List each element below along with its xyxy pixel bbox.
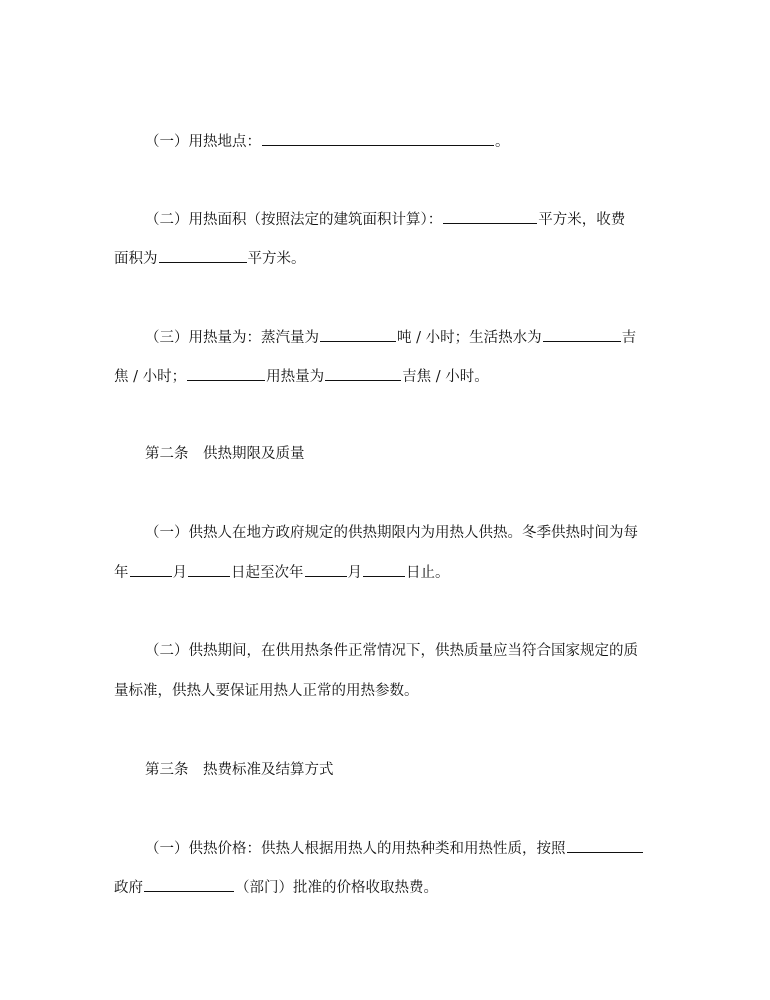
fill-blank-start-day[interactable] xyxy=(188,562,230,577)
item-heat-location-label: （一）用热地点： xyxy=(145,134,261,150)
item-billing-area-label: 面积为 xyxy=(114,251,158,267)
article-3-item-1-line1 xyxy=(0,838,770,859)
fill-blank-end-day[interactable] xyxy=(363,562,405,577)
fill-blank-billing-area[interactable] xyxy=(159,248,247,263)
article-2-heading: 第二条 供热期限及质量 xyxy=(145,446,305,462)
item-heat-area-label: （二）用热面积（按照法定的建筑面积计算）： xyxy=(145,212,443,228)
article-2-item-2-line1: （二）供热期间，在供用热条件正常情况下，供热质量应当符合国家规定的质 xyxy=(145,643,638,659)
item-heat-area-line1 xyxy=(0,209,770,230)
date-end-label: 日止。 xyxy=(406,565,450,581)
fill-blank-heat-location[interactable] xyxy=(262,131,494,146)
item-heat-area-line2 xyxy=(0,248,770,269)
item-heat-quantity-line1 xyxy=(0,327,770,348)
fill-blank-heat-type[interactable] xyxy=(187,366,265,381)
article-3-heading: 第三条 热费标准及结算方式 xyxy=(145,762,334,778)
item-heat-usage-unit: 吉焦 / 小时。 xyxy=(402,369,489,385)
item-steam-unit: 吨 / 小时；生活热水为 xyxy=(397,330,542,346)
date-month2-label: 月 xyxy=(347,565,362,581)
fill-blank-start-month[interactable] xyxy=(130,562,172,577)
item-heat-quantity-line2 xyxy=(0,366,770,387)
price-approval-text: （部门）批准的价格收取热费。 xyxy=(235,880,438,896)
item-hot-water-unit-cont: 焦 / 小时； xyxy=(114,369,187,385)
item-heat-area-mid: 平方米，收费 xyxy=(538,212,626,228)
article-2-item-1-line1: （一）供热人在地方政府规定的供热期限内为用热人供热。冬季供热时间为每 xyxy=(145,525,638,541)
item-hot-water-unit: 吉 xyxy=(621,330,637,346)
article-3-item-1-line2 xyxy=(0,877,770,898)
item-heat-usage-label: 用热量为 xyxy=(266,369,325,385)
fill-blank-heat-area[interactable] xyxy=(443,209,537,224)
date-year-label: 年 xyxy=(114,565,129,581)
article-2-item-1-line2 xyxy=(0,562,770,583)
date-month-label: 月 xyxy=(172,565,187,581)
item-heat-location xyxy=(0,131,770,152)
fill-blank-department[interactable] xyxy=(144,877,234,892)
fill-blank-government-level[interactable] xyxy=(567,838,643,853)
government-label: 政府 xyxy=(114,880,143,896)
item-heat-location-suffix: 。 xyxy=(495,134,510,150)
price-basis-text: （一）供热价格：供热人根据用热人的用热种类和用热性质，按照 xyxy=(145,841,566,857)
date-day-label: 日起至次年 xyxy=(231,565,304,581)
fill-blank-heat-usage[interactable] xyxy=(325,366,401,381)
item-heat-quantity-label: （三）用热量为：蒸汽量为 xyxy=(145,330,319,346)
fill-blank-steam-quantity[interactable] xyxy=(320,327,396,342)
fill-blank-hot-water-quantity[interactable] xyxy=(543,327,621,342)
article-2-item-2-line2: 量标准，供热人要保证用热人正常的用热参数。 xyxy=(114,683,419,699)
item-billing-area-suffix: 平方米。 xyxy=(247,251,306,267)
fill-blank-end-month[interactable] xyxy=(305,562,347,577)
